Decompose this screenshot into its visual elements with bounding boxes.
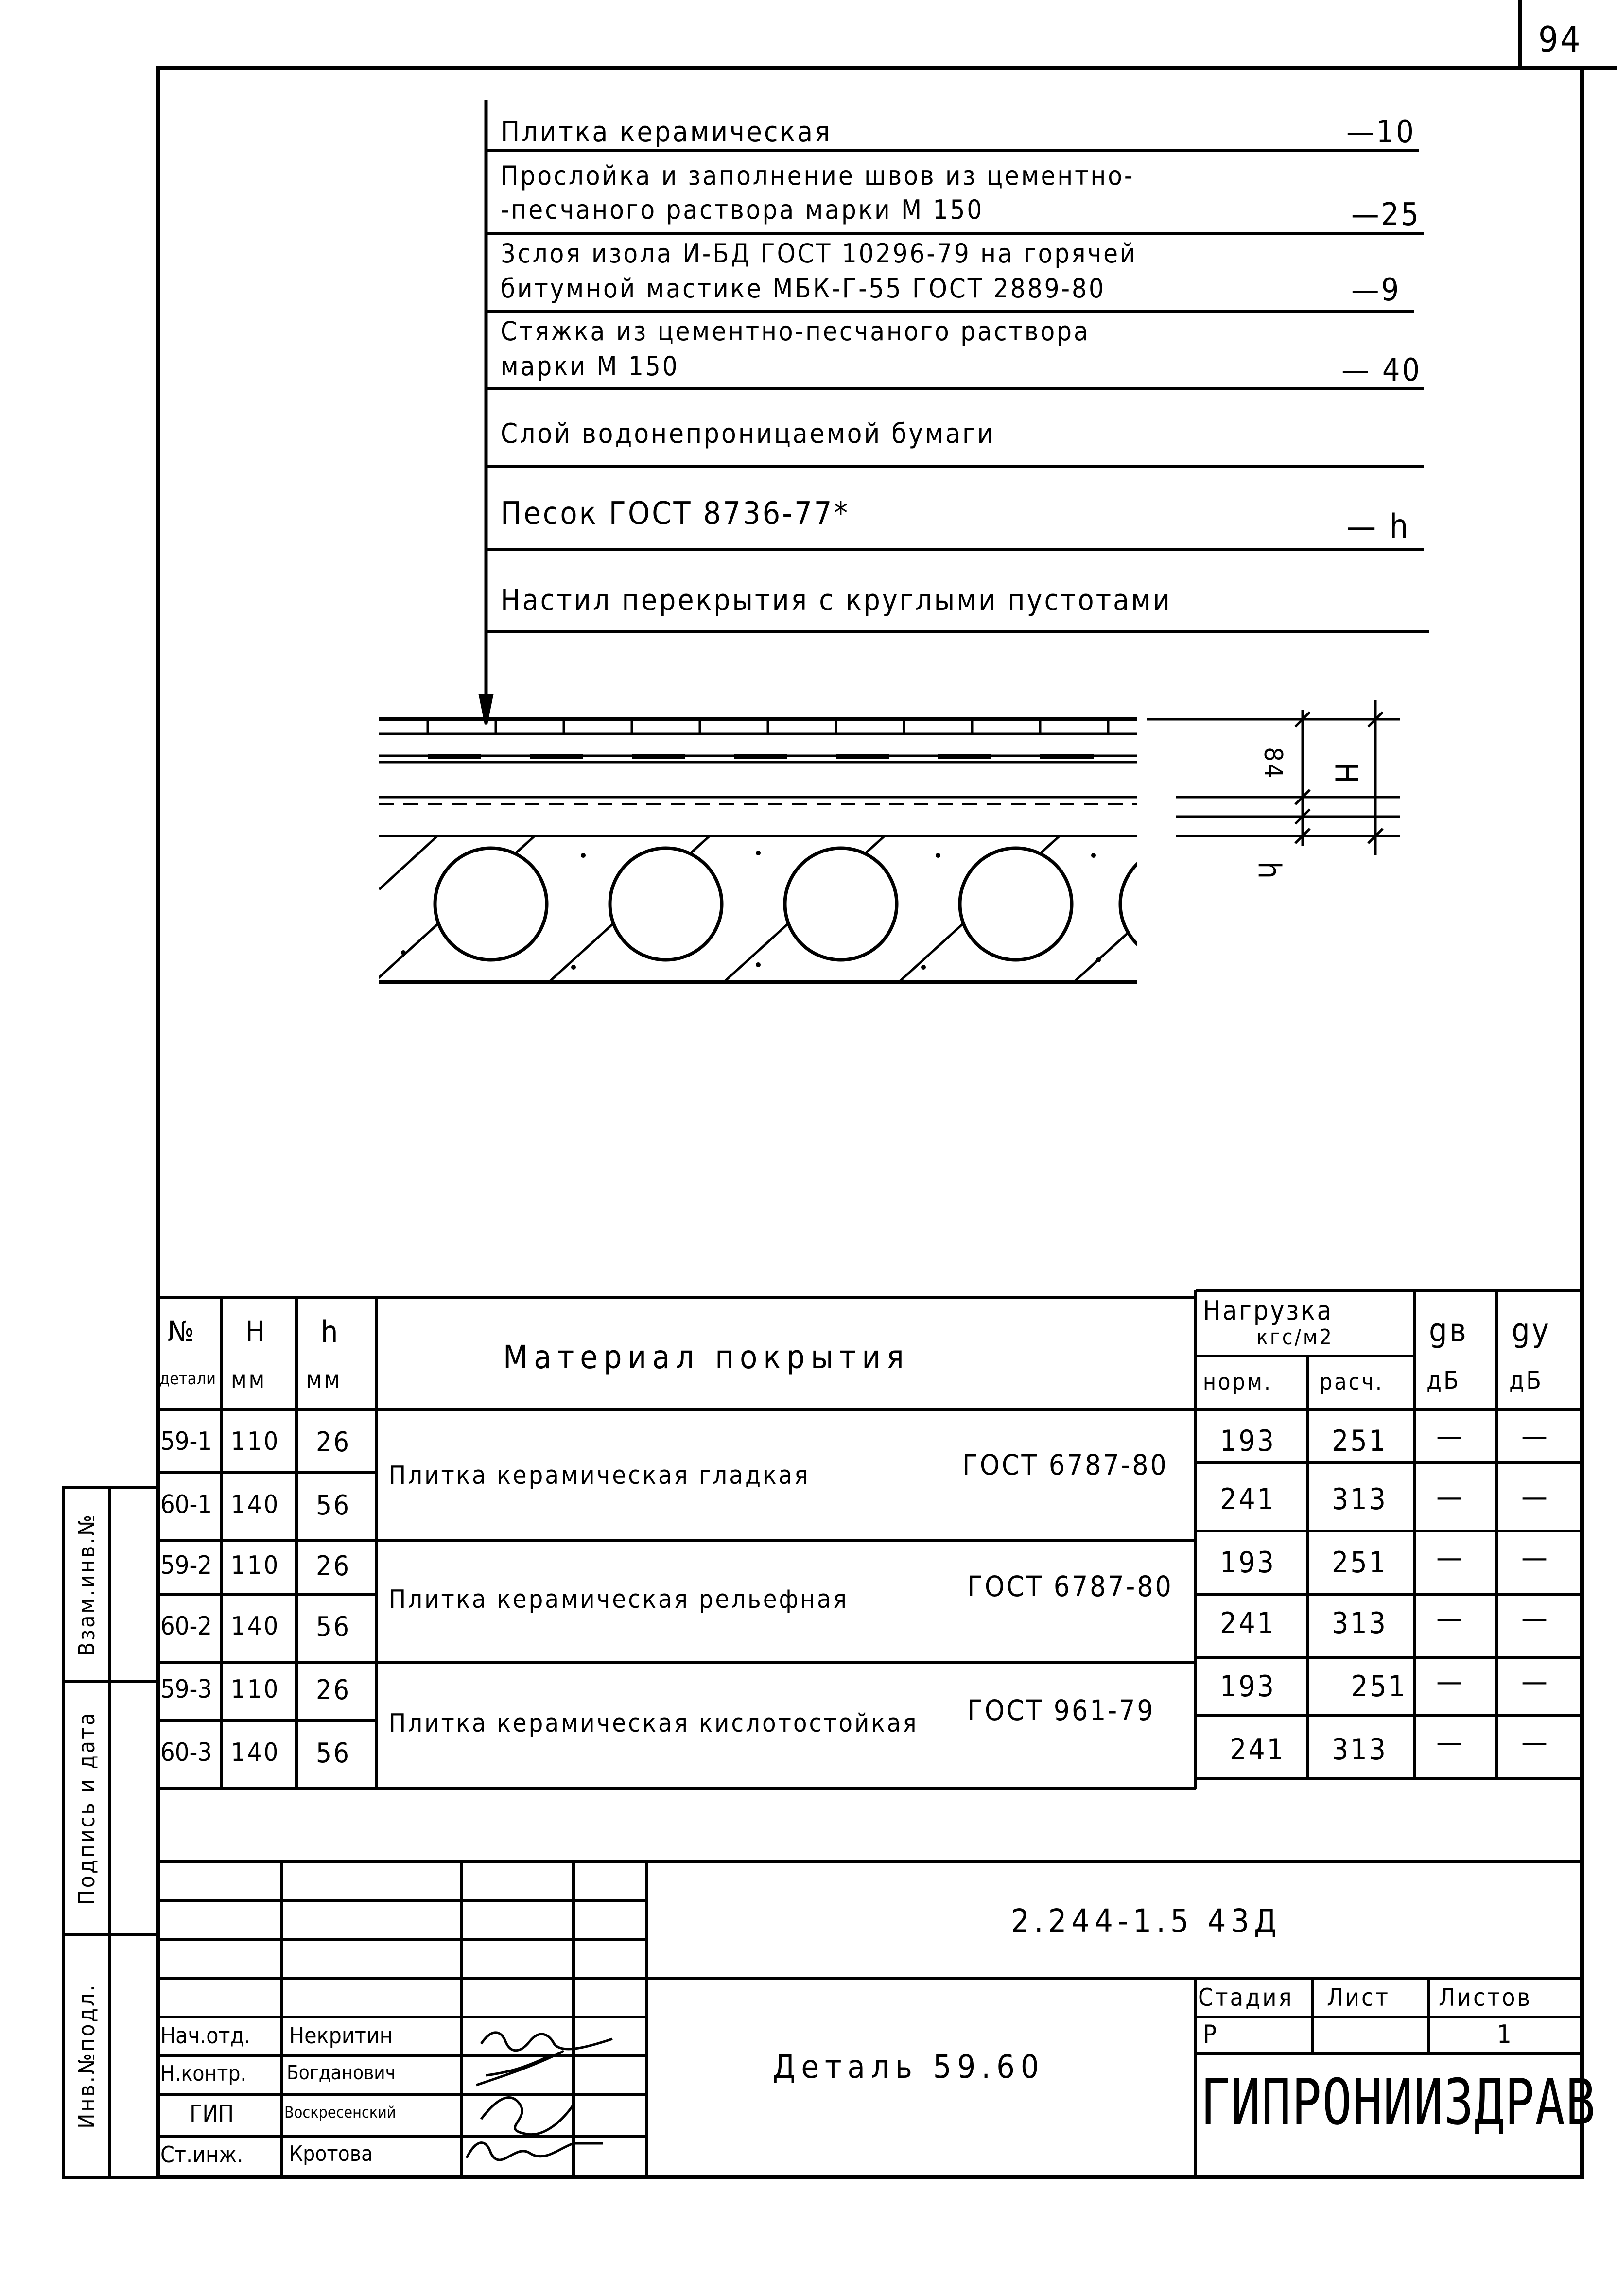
row-norm: 193 (1220, 1546, 1276, 1580)
material-2-gost: ГОСТ 6787-80 (967, 1570, 1173, 1603)
row-h: 56 (316, 1611, 351, 1643)
header-num: № (168, 1315, 196, 1348)
sheets-value: 1 (1497, 2020, 1513, 2049)
header-gy: gу (1512, 1312, 1551, 1349)
row-gy: — (1521, 1601, 1549, 1635)
layer-1-thickness: —10 (1346, 114, 1416, 150)
role-4: Ст.инж. (160, 2141, 243, 2168)
dim-84-label: 84 (1258, 747, 1287, 780)
sheets-label: Листов (1439, 1983, 1532, 2012)
header-num-sub: детали (159, 1369, 216, 1389)
row-num: 59-1 (160, 1427, 212, 1456)
name-4: Кротова (289, 2141, 373, 2166)
header-norm: норм. (1203, 1369, 1273, 1395)
signature-4 (467, 2143, 603, 2160)
floor-cross-section (374, 700, 1400, 982)
side-label-inv-orig: Инв.№подл. (73, 1983, 100, 2129)
role-1: Нач.отд. (160, 2022, 251, 2049)
drawing-title: Деталь 59.60 (773, 2048, 1045, 2086)
layer-4-text-2: марки М 150 (501, 351, 679, 382)
name-1: Некритин (289, 2022, 393, 2049)
row-num: 60-2 (160, 1612, 212, 1641)
row-calc: 251 (1332, 1546, 1388, 1580)
row-h: 26 (316, 1550, 351, 1582)
header-load-unit: кгс/м2 (1256, 1325, 1334, 1350)
layer-4-thickness: — 40 (1341, 352, 1422, 388)
layer-3-thickness: —9 (1351, 272, 1401, 308)
organization-stamp: ГИПРОНИИЗДРАВ (1200, 2065, 1596, 2139)
row-H: 140 (231, 1490, 280, 1519)
material-1-gost: ГОСТ 6787-80 (962, 1448, 1168, 1481)
row-num: 60-1 (160, 1490, 212, 1519)
header-h-unit: мм (306, 1366, 342, 1393)
row-num: 60-3 (160, 1738, 212, 1767)
layer-4-text: Стяжка из цементно-песчаного раствора (501, 316, 1090, 347)
layer-2-text: Прослойка и заполнение швов из цементно- (501, 160, 1135, 191)
row-gy: — (1521, 1480, 1549, 1514)
layer-3-text: 3слоя изола И-БД ГОСТ 10296-79 на горячей (501, 238, 1137, 269)
header-H-unit: мм (231, 1366, 267, 1393)
row-gy: — (1521, 1665, 1549, 1699)
row-h: 26 (316, 1426, 351, 1458)
row-H: 110 (231, 1551, 280, 1580)
name-3: Воскресенский (284, 2103, 396, 2122)
header-h: h (321, 1314, 340, 1350)
row-H: 140 (231, 1738, 280, 1767)
dim-H-label: H (1327, 762, 1364, 785)
row-H: 110 (231, 1427, 280, 1456)
header-gv-sub: дБ (1426, 1366, 1461, 1394)
row-h: 56 (316, 1738, 351, 1769)
signature-1 (481, 2033, 612, 2051)
dim-h-label: h (1251, 861, 1287, 881)
row-calc: 313 (1332, 1606, 1388, 1640)
material-1-name: Плитка керамическая гладкая (389, 1461, 810, 1490)
header-gy-sub: дБ (1509, 1366, 1543, 1394)
layer-6-thickness: — h (1346, 507, 1410, 546)
row-H: 110 (231, 1675, 280, 1704)
row-gv: — (1436, 1541, 1464, 1575)
material-3-gost: ГОСТ 961-79 (967, 1694, 1155, 1727)
role-2: Н.контр. (160, 2061, 247, 2086)
layer-2-text-2: -песчаного раствора марки М 150 (501, 194, 984, 225)
row-norm: 241 (1230, 1733, 1286, 1767)
row-H: 140 (231, 1612, 280, 1641)
role-3: ГИП (190, 2100, 234, 2127)
row-gy: — (1521, 1419, 1549, 1453)
header-H: H (245, 1315, 267, 1348)
layer-leader (480, 100, 1429, 724)
layer-1-text: Плитка керамическая (501, 115, 832, 148)
header-material: Материал покрытия (503, 1339, 910, 1376)
row-gv: — (1436, 1665, 1464, 1699)
row-gv: — (1436, 1419, 1464, 1453)
row-calc: 251 (1332, 1424, 1388, 1458)
row-calc: 313 (1332, 1733, 1388, 1767)
layer-5-text: Слой водонепроницаемой бумаги (501, 418, 995, 450)
sheet-number: 94 (1538, 19, 1582, 60)
row-h: 56 (316, 1490, 351, 1521)
side-label-signature-date: Подпись и дата (73, 1711, 100, 1905)
row-num: 59-2 (160, 1551, 212, 1580)
stage-value: Р (1203, 2020, 1219, 2049)
header-load: Нагрузка (1203, 1295, 1334, 1326)
row-gv: — (1436, 1725, 1464, 1759)
row-norm: 241 (1220, 1482, 1276, 1516)
layer-2-thickness: —25 (1351, 197, 1421, 233)
sheet-label: Лист (1327, 1983, 1390, 2012)
material-3-name: Плитка керамическая кислотостойкая (389, 1709, 919, 1738)
side-label-inv-sub: Взам.инв.№ (73, 1513, 100, 1656)
layer-7-text: Настил перекрытия с круглыми пустотами (501, 583, 1172, 617)
layer-3-text-2: битумной мастике МБК-Г-55 ГОСТ 2889-80 (501, 273, 1106, 304)
signature-3 (481, 2098, 574, 2135)
row-norm: 193 (1220, 1424, 1276, 1458)
header-calc: расч. (1320, 1369, 1384, 1395)
material-2-name: Плитка керамическая рельефная (389, 1585, 849, 1614)
stage-label: Стадия (1198, 1983, 1294, 2012)
row-calc: 251 (1351, 1670, 1408, 1704)
row-gv: — (1436, 1601, 1464, 1635)
header-gv: gв (1429, 1312, 1468, 1349)
row-gy: — (1521, 1541, 1549, 1575)
row-gy: — (1521, 1725, 1549, 1759)
row-h: 26 (316, 1674, 351, 1706)
name-2: Богданович (287, 2062, 396, 2084)
row-norm: 193 (1220, 1670, 1276, 1704)
doc-code: 2.244-1.5 43Д (1011, 1902, 1282, 1940)
row-gv: — (1436, 1480, 1464, 1514)
row-calc: 313 (1332, 1482, 1388, 1516)
row-num: 59-3 (160, 1675, 212, 1704)
row-norm: 241 (1220, 1606, 1276, 1640)
layer-6-text: Песок ГОСТ 8736-77* (501, 496, 850, 532)
